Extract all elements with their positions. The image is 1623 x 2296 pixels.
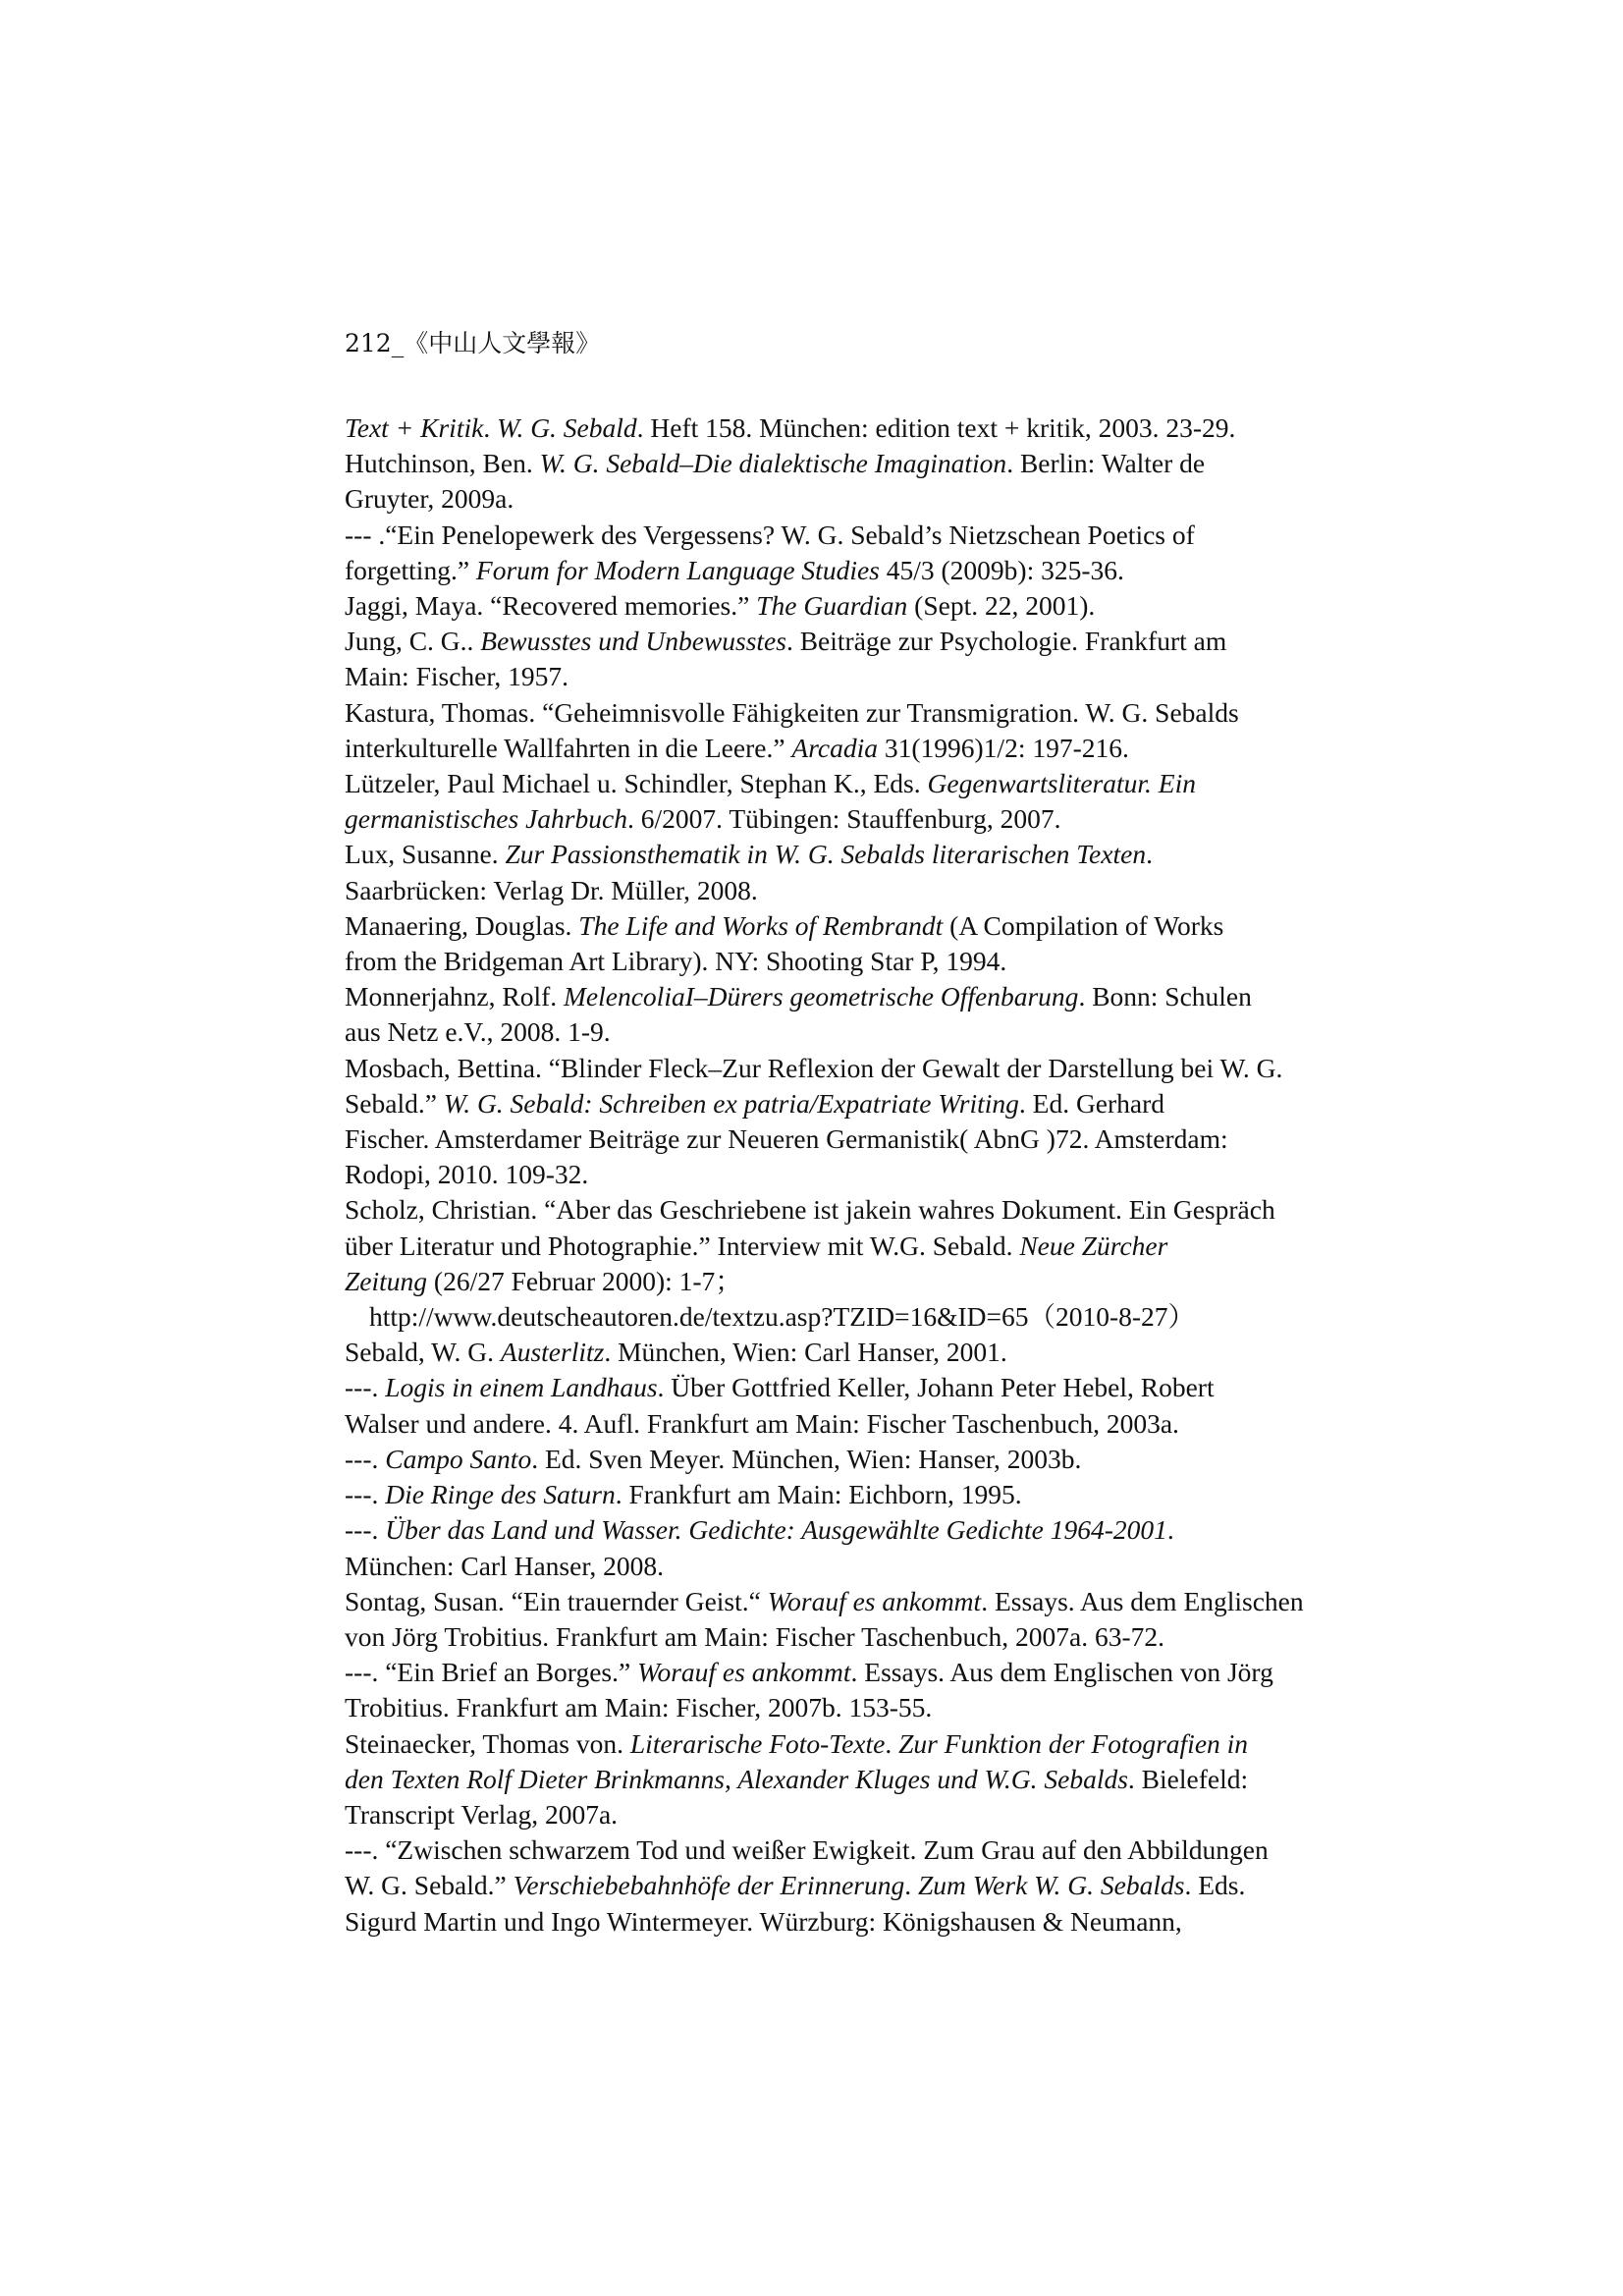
entry-line bbox=[345, 1121, 1317, 1157]
bibliography-entry bbox=[345, 1832, 1317, 1940]
entry-text: ---. bbox=[345, 1443, 386, 1474]
entry-text: from the Bridgeman Art Library). NY: Shooting Star P, 1994. bbox=[345, 946, 1007, 977]
entry-text: . Ed. Gerhard bbox=[1018, 1087, 1165, 1119]
entry-text: Fischer. Amsterdamer Beiträge zur Neueren Germanistik( AbnG )72. Amsterdam: bbox=[345, 1123, 1228, 1155]
entry-text: . Frankfurt am Main: Eichborn, 1995. bbox=[615, 1479, 1022, 1510]
bibliography-entry bbox=[345, 446, 1317, 517]
italic-title: Über das Land und Wasser. Gedichte: Ausgewählte Gedichte 1964-2001 bbox=[385, 1514, 1167, 1546]
entry-line bbox=[345, 659, 1317, 694]
entry-line bbox=[345, 944, 1317, 979]
entry-text: . bbox=[904, 1870, 919, 1901]
italic-title: W. G. Sebald bbox=[497, 412, 637, 443]
entry-text: Steinaecker, Thomas von. bbox=[345, 1727, 630, 1759]
bibliography-entry bbox=[345, 588, 1317, 624]
italic-title: Die Ringe des Saturn bbox=[385, 1479, 616, 1510]
italic-title: Verschiebebahnhöfe der Erinnerung bbox=[513, 1870, 905, 1901]
italic-title: Text + Kritik bbox=[345, 412, 484, 443]
entry-text: ---. bbox=[345, 1514, 386, 1546]
bibliography-entry bbox=[345, 837, 1317, 907]
entry-text: ---. “Ein Brief an Borges.” bbox=[345, 1657, 638, 1688]
entry-line bbox=[345, 908, 1317, 944]
entry-url-line bbox=[369, 1299, 1317, 1335]
italic-title: W. G. Sebald: Schreiben ex patria/Expatriate Writing bbox=[443, 1087, 1019, 1119]
entry-text: . München, Wien: Carl Hanser, 2001. bbox=[604, 1337, 1007, 1368]
bibliography-entry bbox=[345, 1370, 1317, 1441]
italic-title: Zeitung bbox=[345, 1265, 428, 1296]
entry-text: Lützeler, Paul Michael u. Schindler, Stephan K., Eds. bbox=[345, 768, 928, 799]
entry-line bbox=[345, 1477, 1317, 1512]
entry-text: München: Carl Hanser, 2008. bbox=[345, 1550, 665, 1581]
entry-text: von Jörg Trobitius. Frankfurt am Main: Fischer Taschenbuch, 2007a. 63-72. bbox=[345, 1620, 1164, 1652]
entry-line bbox=[345, 1086, 1317, 1121]
italic-title: Forum for Modern Language Studies bbox=[475, 554, 880, 585]
entry-text: Walser und andere. 4. Aufl. Frankfurt am Main: Fischer Taschenbuch, 2003a. bbox=[345, 1407, 1179, 1439]
entry-line bbox=[345, 553, 1317, 588]
entry-line bbox=[345, 1832, 1317, 1868]
entry-text: ---. bbox=[345, 1479, 386, 1510]
entry-line bbox=[345, 518, 1317, 553]
entry-line bbox=[345, 1442, 1317, 1477]
italic-title: Zur Funktion der Fotografien in bbox=[898, 1727, 1249, 1759]
entry-line bbox=[345, 837, 1317, 872]
entry-line bbox=[345, 1512, 1317, 1548]
bibliography-entry bbox=[345, 695, 1317, 766]
entry-line bbox=[345, 1014, 1317, 1050]
italic-title: MelencoliaI–Dürers geometrische Offenbarung bbox=[564, 981, 1079, 1012]
italic-title: Bewusstes und Unbewusstes bbox=[480, 626, 786, 657]
entry-line bbox=[345, 410, 1317, 446]
entry-line bbox=[345, 695, 1317, 731]
entry-text: . Über Gottfried Keller, Johann Peter Hebel, Robert bbox=[657, 1372, 1215, 1403]
entry-line bbox=[345, 979, 1317, 1014]
entry-line bbox=[345, 1762, 1317, 1797]
entry-text: Hutchinson, Ben. bbox=[345, 448, 540, 479]
bibliography-entry bbox=[345, 624, 1317, 694]
entry-text: Manaering, Douglas. bbox=[345, 909, 579, 941]
entry-line bbox=[345, 1690, 1317, 1725]
entry-text: W. G. Sebald.” bbox=[345, 1870, 514, 1901]
entry-text: (Sept. 22, 2001). bbox=[907, 590, 1096, 622]
entry-line bbox=[345, 624, 1317, 659]
entry-text: forgetting.” bbox=[345, 554, 476, 585]
entry-line bbox=[345, 1192, 1317, 1228]
entry-text: ---. “Zwischen schwarzem Tod und weißer Ewigkeit. Zum Grau auf den Abbildungen bbox=[345, 1834, 1269, 1866]
entry-text: Kastura, Thomas. “Geheimnisvolle Fähigkeiten zur Transmigration. W. G. Sebalds bbox=[345, 696, 1239, 728]
entry-text: . bbox=[1146, 839, 1153, 870]
entry-line bbox=[345, 1584, 1317, 1619]
entry-line bbox=[345, 1051, 1317, 1086]
entry-line bbox=[345, 481, 1317, 517]
entry-text: Jaggi, Maya. “Recovered memories.” bbox=[345, 590, 757, 622]
italic-title: Zum Werk W. G. Sebalds bbox=[918, 1870, 1185, 1901]
italic-title: Austerlitz bbox=[500, 1337, 605, 1368]
entry-text: ---. bbox=[345, 1372, 386, 1403]
entry-text: 31(1996)1/2: 197-216. bbox=[877, 732, 1129, 763]
entry-text: Lux, Susanne. bbox=[345, 839, 506, 870]
italic-title: Worauf es ankommt bbox=[767, 1585, 982, 1616]
entry-line bbox=[345, 873, 1317, 908]
bibliography-entry bbox=[345, 1442, 1317, 1477]
bibliography-entry bbox=[345, 766, 1317, 837]
running-header: 212_《中山人文學報》 bbox=[345, 329, 601, 357]
italic-title: Worauf es ankommt bbox=[637, 1657, 851, 1688]
entry-text: Trobitius. Frankfurt am Main: Fischer, 2007b. 153-55. bbox=[345, 1692, 933, 1723]
entry-text: . bbox=[483, 412, 498, 443]
entry-text: Scholz, Christian. “Aber das Geschriebene ist jakein wahres Dokument. Ein Gespräch bbox=[345, 1194, 1275, 1226]
italic-title: Logis in einem Landhaus bbox=[385, 1372, 658, 1403]
bibliography-entry bbox=[345, 1051, 1317, 1193]
entry-line bbox=[345, 1370, 1317, 1405]
italic-title: The Life and Works of Rembrandt bbox=[578, 909, 944, 941]
entry-text: interkulturelle Wallfahrten in die Leere.” bbox=[345, 732, 792, 763]
entry-text: . Ed. Sven Meyer. München, Wien: Hanser, 2003b. bbox=[531, 1443, 1082, 1474]
entry-text: . Essays. Aus dem Englischen bbox=[981, 1585, 1304, 1616]
entry-text: Main: Fischer, 1957. bbox=[345, 661, 569, 692]
entry-line bbox=[345, 731, 1317, 766]
bibliography-list bbox=[345, 410, 1317, 1940]
entry-text: . Heft 158. München: edition text + kritik, 2003. 23-29. bbox=[636, 412, 1236, 443]
entry-text: http://www.deutscheautoren.de/textzu.asp?TZID=16&ID=65（2010-8-27） bbox=[369, 1301, 1196, 1333]
entry-line bbox=[345, 1868, 1317, 1903]
entry-line bbox=[345, 801, 1317, 837]
bibliography-entry bbox=[345, 1512, 1317, 1583]
entry-text: --- .“Ein Penelopewerk des Vergessens? W. G. Sebald’s Nietzschean Poetics of bbox=[345, 519, 1195, 550]
bibliography-entry bbox=[345, 1477, 1317, 1512]
bibliography-entry bbox=[345, 1192, 1317, 1335]
italic-title: Gegenwartsliteratur. Ein bbox=[927, 768, 1196, 799]
entry-text: Transcript Verlag, 2007a. bbox=[345, 1798, 619, 1830]
entry-line bbox=[345, 1619, 1317, 1655]
entry-text: . Bielefeld: bbox=[1127, 1763, 1249, 1794]
entry-line bbox=[345, 1549, 1317, 1584]
entry-line bbox=[345, 1797, 1317, 1832]
entry-text: 45/3 (2009b): 325-36. bbox=[879, 554, 1124, 585]
italic-title: Arcadia bbox=[791, 732, 878, 763]
entry-text: . bbox=[885, 1727, 899, 1759]
entry-text: aus Netz e.V., 2008. 1-9. bbox=[345, 1016, 611, 1048]
bibliography-entry bbox=[345, 979, 1317, 1050]
bibliography-entry bbox=[345, 1726, 1317, 1833]
entry-text: (26/27 Februar 2000): 1-7； bbox=[427, 1265, 742, 1296]
entry-text: . Bonn: Schulen bbox=[1078, 981, 1252, 1012]
entry-line bbox=[345, 1406, 1317, 1442]
entry-line bbox=[345, 1335, 1317, 1370]
bibliography-entry bbox=[345, 1584, 1317, 1655]
bibliography-entry bbox=[345, 1335, 1317, 1370]
italic-title: Zur Passionsthematik in W. G. Sebalds literarischen Texten bbox=[505, 839, 1147, 870]
entry-line bbox=[345, 1229, 1317, 1264]
entry-text: . Berlin: Walter de bbox=[1006, 448, 1206, 479]
entry-text: . Beiträge zur Psychologie. Frankfurt am bbox=[785, 626, 1227, 657]
entry-text: Sontag, Susan. “Ein trauernder Geist.“ bbox=[345, 1585, 768, 1616]
bibliography-entry bbox=[345, 518, 1317, 588]
entry-line bbox=[345, 1726, 1317, 1762]
italic-title: Neue Zürcher bbox=[1019, 1230, 1168, 1261]
bibliography-entry bbox=[345, 410, 1317, 446]
entry-line bbox=[345, 1157, 1317, 1192]
italic-title: den Texten Rolf Dieter Brinkmanns, Alexander Kluges und W.G. Sebalds bbox=[345, 1763, 1128, 1794]
entry-line bbox=[345, 588, 1317, 624]
entry-text: (A Compilation of Works bbox=[943, 909, 1224, 941]
entry-text: Jung, C. G.. bbox=[345, 626, 481, 657]
entry-text: Rodopi, 2010. 109-32. bbox=[345, 1159, 589, 1190]
entry-text: . Essays. Aus dem Englischen von Jörg bbox=[850, 1657, 1273, 1688]
italic-title: germanistisches Jahrbuch bbox=[345, 803, 627, 835]
italic-title: Campo Santo bbox=[385, 1443, 532, 1474]
italic-title: Literarische Foto-Texte bbox=[629, 1727, 886, 1759]
entry-line bbox=[345, 1264, 1317, 1299]
entry-text: . Eds. bbox=[1184, 1870, 1246, 1901]
entry-text: Saarbrücken: Verlag Dr. Müller, 2008. bbox=[345, 874, 758, 905]
entry-text: über Literatur und Photographie.” Interview mit W.G. Sebald. bbox=[345, 1230, 1020, 1261]
italic-title: The Guardian bbox=[756, 590, 908, 622]
entry-text: Gruyter, 2009a. bbox=[345, 483, 514, 515]
entry-line bbox=[345, 446, 1317, 481]
bibliography-entry bbox=[345, 1655, 1317, 1725]
entry-text: Monnerjahnz, Rolf. bbox=[345, 981, 565, 1012]
entry-text: . 6/2007. Tübingen: Stauffenburg, 2007. bbox=[626, 803, 1061, 835]
entry-text: . bbox=[1166, 1514, 1174, 1546]
entry-line bbox=[345, 766, 1317, 801]
entry-text: Sebald.” bbox=[345, 1087, 444, 1119]
entry-text: Sebald, W. G. bbox=[345, 1337, 501, 1368]
entry-text: Sigurd Martin und Ingo Wintermeyer. Würzburg: Königshausen & Neumann, bbox=[345, 1905, 1182, 1937]
entry-line bbox=[345, 1904, 1317, 1940]
entry-text: Mosbach, Bettina. “Blinder Fleck–Zur Reflexion der Gewalt der Darstellung bei W. G. bbox=[345, 1052, 1283, 1083]
italic-title: W. G. Sebald–Die dialektische Imagination bbox=[539, 448, 1007, 479]
entry-line bbox=[345, 1655, 1317, 1690]
bibliography-entry bbox=[345, 908, 1317, 979]
